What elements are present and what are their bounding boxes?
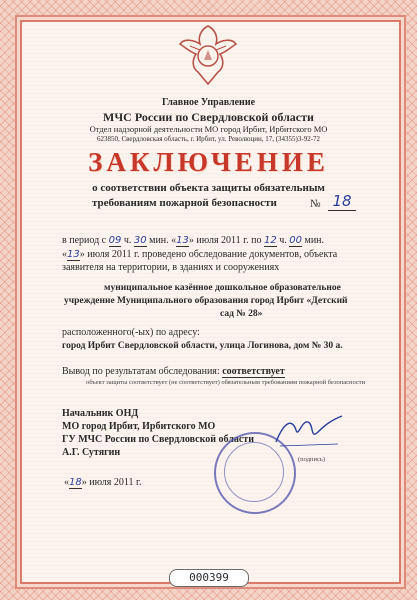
period-line-3: заявителя на территории, в зданиях и сооружениях <box>62 262 280 273</box>
handwritten-signature <box>272 412 346 452</box>
result-label: Вывод по результатам обследования: <box>62 366 220 377</box>
subject-line-2: учреждение Муниципального образования город Ирбит «Детский <box>64 296 348 306</box>
number-sign: № <box>310 198 321 210</box>
signatory-title: Начальник ОНД <box>62 408 139 419</box>
result-note: объект защиты соответствует (не соответствует) обязательным требованиям пожарной безопасности <box>86 379 366 386</box>
issue-date: «18» июля 2011 г. <box>64 477 142 488</box>
result-value: соответствует <box>222 366 285 377</box>
result-line <box>62 366 285 377</box>
signature-caption: (подпись) <box>298 456 325 463</box>
serial-number: 000399 <box>169 569 249 587</box>
title-line-2: требованиям пожарной безопасности <box>92 197 277 209</box>
period-line-2: «13» июля 2011 г. проведено обследование документов, объекта <box>62 249 338 260</box>
signatory-name: А.Г. Сутягин <box>62 447 121 458</box>
department-heading: Главное Управление <box>161 97 256 108</box>
certificate-number: 18 <box>328 192 356 211</box>
title-line-1: о соответствии объекта защиты обязательным <box>92 182 325 194</box>
signatory-directorate: ГУ МЧС России по Свердловской области <box>62 434 254 445</box>
address-line: 623850, Свердловская область, г. Ирбит, ул. Революции, 17, (34355)3-92-72 <box>96 135 321 143</box>
signatory-office: МО город Ирбит, Ирбитского МО <box>62 421 216 432</box>
location-label: расположенного(-ых) по адресу: <box>62 327 200 338</box>
subject-line-3: сад № 28» <box>220 309 263 319</box>
emergency-service-emblem-icon <box>176 20 240 90</box>
subject-line-1: муниципальное казённое дошкольное образовательное <box>104 283 341 293</box>
ministry-heading: МЧС России по Свердловской области <box>103 110 314 124</box>
document-title: ЗАКЛЮЧЕНИЕ <box>88 147 329 177</box>
office-line: Отдел надзорной деятельности МО город Ирбит, Ирбитского МО <box>89 124 328 134</box>
location-address: город Ирбит Свердловской области, улица Логинова, дом № 30 а. <box>62 341 343 351</box>
period-line-1: в период с 09 ч. 30 мин. «13» июля 2011 г. по 12 ч. 00 мин. <box>62 235 325 246</box>
